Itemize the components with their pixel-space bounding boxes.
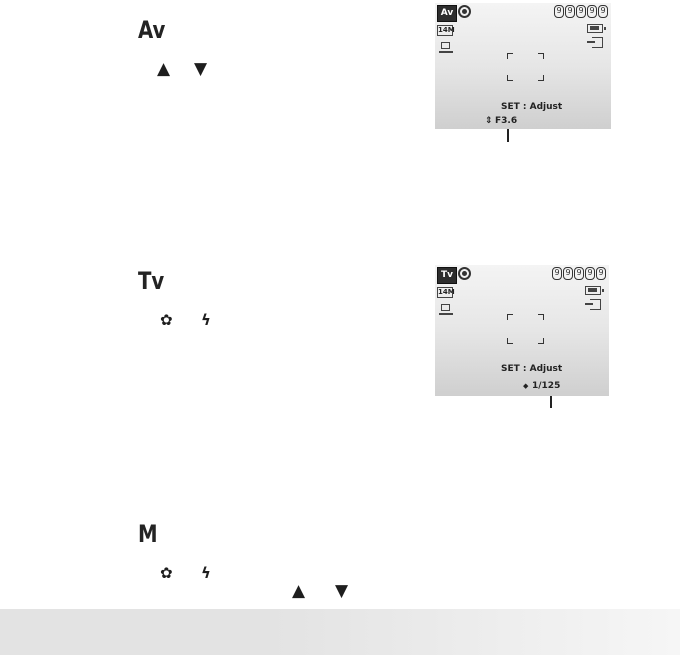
page-footer-band [0,609,680,655]
focus-bracket [538,314,544,320]
focus-bracket [507,53,513,59]
megapixel-icon: 14M [438,26,455,34]
focus-bracket [507,314,513,320]
quality-icon [439,304,453,315]
scene-icon [458,267,471,280]
flash-icon: ϟ [201,564,211,582]
macro-icon: ✿ [160,311,173,329]
aperture-value: F3.6 [495,116,518,126]
av-lcd-screen [435,3,611,129]
down-arrow-icon: ▼ [335,581,349,601]
m-heading: M [138,520,158,548]
tv-heading: Tv [138,267,165,295]
focus-bracket [538,338,544,344]
quality-icon [439,42,453,53]
av-mode-icon: Av [437,5,457,22]
internal-memory-icon [590,299,601,310]
scene-icon [458,5,471,18]
internal-memory-icon [592,37,603,48]
battery-icon [585,286,601,295]
focus-bracket [507,75,513,81]
up-arrow-icon: ▲ [157,59,171,79]
set-adjust-text: SET : Adjust [501,102,563,112]
aperture-callout-line [507,129,509,142]
focus-bracket [538,53,544,59]
tv-lcd-screen [435,265,609,396]
focus-bracket [507,338,513,344]
focus-bracket [538,75,544,81]
up-arrow-icon: ▲ [292,581,306,601]
av-heading: Av [138,16,166,44]
updown-icon: ⇕ [485,116,493,126]
shutter-callout-line [550,396,552,408]
battery-icon [587,24,603,33]
set-adjust-text: SET : Adjust [501,364,563,374]
shots-remaining: 9 9 9 9 9 [552,267,606,280]
leftright-icon: ◆ [523,382,529,390]
tv-mode-icon: Tv [437,267,457,284]
shutter-value: 1/125 [532,381,561,391]
shots-remaining: 9 9 9 9 9 [554,5,608,18]
macro-icon: ✿ [160,564,173,582]
down-arrow-icon: ▼ [194,59,208,79]
megapixel-icon: 14M [438,288,455,296]
flash-icon: ϟ [201,311,211,329]
